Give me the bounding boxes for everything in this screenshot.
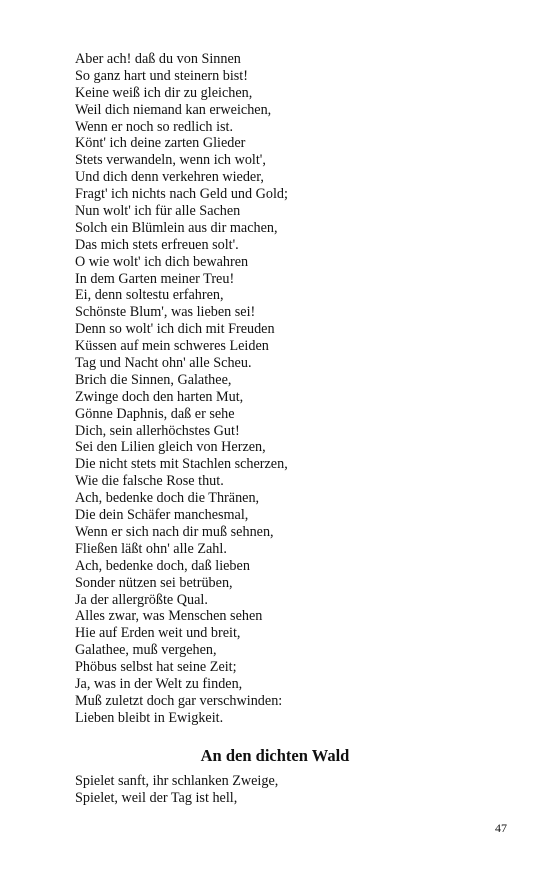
poem-line: Die dein Schäfer manchesmal, — [75, 507, 249, 524]
poem-line: Ach, bedenke doch die Thränen, — [75, 490, 260, 507]
poem-line: Wenn er noch so redlich ist. — [75, 118, 234, 135]
poem-line: So ganz hart und steinern bist! — [75, 67, 248, 84]
poem-line: Das mich stets erfreuen solt'. — [75, 236, 239, 253]
poem-line: Küssen auf mein schweres Leiden — [75, 338, 269, 355]
page-number: 47 — [495, 821, 507, 835]
poem-line: Aber ach! daß du von Sinnen — [75, 51, 241, 67]
poem-line: Dich, sein allerhöchstes Gut! — [75, 422, 240, 439]
poem-line: Ja der allergrößte Qual. — [75, 591, 208, 608]
next-poem-body — [75, 773, 495, 807]
poem-line: Denn so wolt' ich dich mit Freuden — [75, 321, 275, 338]
poem-line: Spielet, weil der Tag ist hell, — [75, 789, 238, 806]
poem-line: Galathee, muß vergehen, — [75, 642, 217, 659]
poem-line: Brich die Sinnen, Galathee, — [75, 371, 232, 388]
poem-line: Gönne Daphnis, daß er sehe — [75, 405, 235, 422]
poem-line: Alles zwar, was Menschen sehen — [75, 608, 263, 625]
poem-line: Spielet sanft, ihr schlanken Zweige, — [75, 773, 279, 789]
poem-line: O wie wolt' ich dich bewahren — [75, 253, 249, 270]
poem-line: In dem Garten meiner Treu! — [75, 270, 235, 287]
poem-body — [75, 51, 495, 727]
poem-line: Muß zuletzt doch gar verschwinden: — [75, 692, 283, 709]
poem-line: Schönste Blum', was lieben sei! — [75, 304, 256, 321]
poem-line: Keine weiß ich dir zu gleichen, — [75, 84, 253, 101]
poem-line: Fragt' ich nichts nach Geld und Gold; — [75, 186, 288, 203]
poem-line: Hie auf Erden weit und breit, — [75, 625, 241, 642]
poem-line: Ei, denn soltestu erfahren, — [75, 287, 224, 304]
poem-line: Ja, was in der Welt zu finden, — [75, 675, 243, 692]
poem-title: An den dichten Wald — [200, 746, 350, 765]
poem-line: Zwinge doch den harten Mut, — [75, 388, 244, 405]
poem-line: Und dich denn verkehren wieder, — [75, 169, 264, 186]
poem-line: Fließen läßt ohn' alle Zahl. — [75, 540, 227, 557]
poem-line: Könt' ich deine zarten Glieder — [75, 135, 246, 152]
poem-line: Ach, bedenke doch, daß lieben — [75, 557, 250, 574]
poem-line: Nun wolt' ich für alle Sachen — [75, 203, 241, 220]
poem-line: Weil dich niemand kan erweichen, — [75, 101, 272, 118]
poem-line: Sonder nützen sei betrüben, — [75, 574, 233, 591]
poem-line: Tag und Nacht ohn' alle Scheu. — [75, 355, 252, 372]
poem-line: Wenn er sich nach dir muß sehnen, — [75, 523, 274, 540]
poem-line: Phöbus selbst hat seine Zeit; — [75, 659, 237, 676]
poem-line: Solch ein Blümlein aus dir machen, — [75, 219, 278, 236]
poem-line: Lieben bleibt in Ewigkeit. — [75, 709, 224, 726]
poem-line: Stets verwandeln, wenn ich wolt', — [75, 152, 266, 169]
poem-line: Die nicht stets mit Stachlen scherzen, — [75, 456, 288, 473]
poem-line: Wie die falsche Rose thut. — [75, 473, 224, 490]
poem-line: Sei den Lilien gleich von Herzen, — [75, 439, 266, 456]
